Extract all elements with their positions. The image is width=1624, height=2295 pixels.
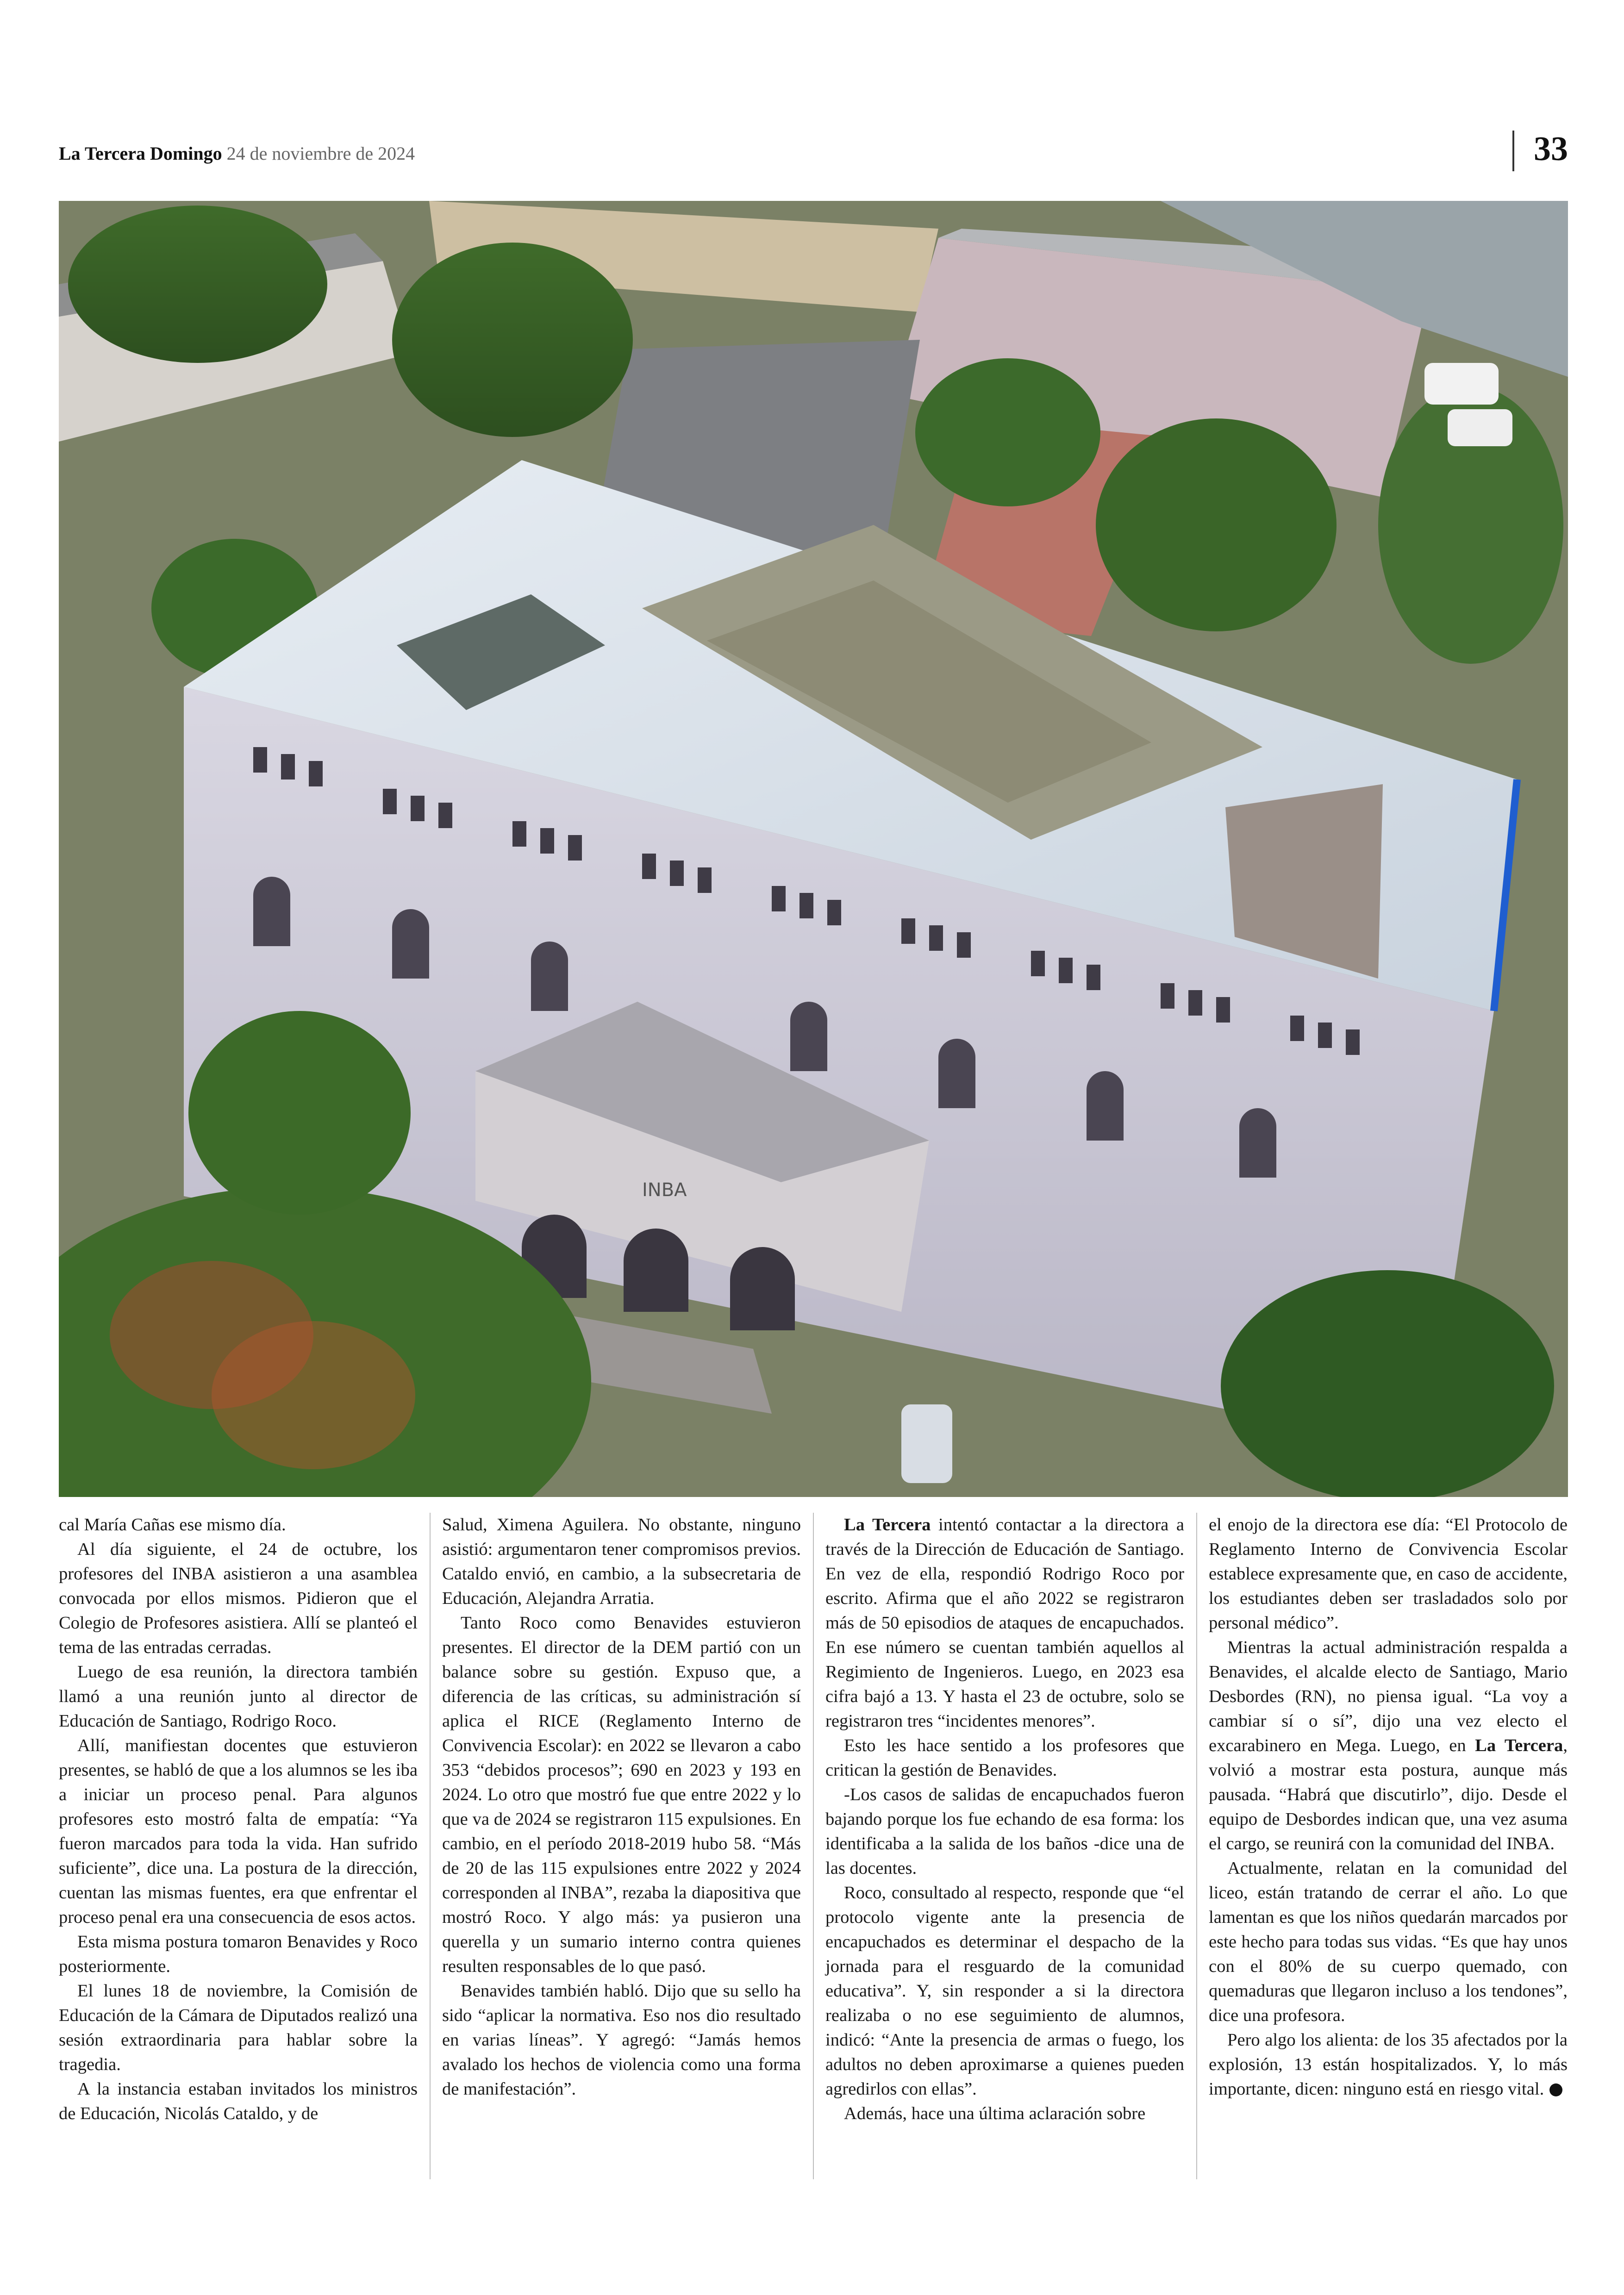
page-number: 33 [1534, 130, 1568, 168]
aerial-photo-illustration [59, 201, 1568, 1497]
paragraph: Tanto Roco como Benavides estuvieron presentes. El director de la DEM partió con un balance sobre su gestión. Expuso que, a diferencia de las críticas, su administración sí aplica el RICE (Reglamento Interno de Convivencia Escolar): en 2022 se llevaron a cabo 353 “debidos procesos”; 690 en 2023 y 193 en 2024. Lo otro que mostró fue que entre 2022 y lo que va de 2024 se registraron 115 expulsiones. En cambio, en el período 2018-2019 hubo 58. “Más de 20 de las 115 expulsiones entre 2022 y 2024 corresponden al INBA”, rezaba la diapositiva que mostró Roco. Y algo más: ya pusieron una querella y un sumario interno contra quienes resulten responsables de lo que pasó. [442, 1613, 801, 1976]
column-4 [1209, 1513, 1568, 2102]
paragraph: A la instancia estaban invitados los ministros de Educación, Nicolás Cataldo, y de [59, 2079, 418, 2123]
paragraph-text: intentó contactar a la directora a través de la Dirección de Educación de Santiago. En vez de ella, respondió Rodrigo Roco por escrito. Afirma que el año 2022 se registraron más de 50 episodios de ataques de encapuchados. En ese número se cuentan también aquellos al Regimiento de Ingenieros. Luego, en 2023 esa cifra bajó a 13. Y hasta el 23 de octubre, solo se registraron tres “incidentes menores”. [825, 1515, 1184, 1731]
paragraph: -Los casos de salidas de encapuchados fueron bajando porque los fue echando de esa forma: los identificaba a la salida de los baños -dice una de las docentes. [825, 1785, 1184, 1878]
publication-date: 24 de noviembre de 2024 [226, 143, 415, 164]
paragraph: Al día siguiente, el 24 de octubre, los profesores del INBA asistieron a una asamblea convocada por ellos mismos. Pidieron que el Colegio de Profesores asistiera. Allí se planteó el tema de las entradas cerradas. [59, 1540, 418, 1657]
column-rule [1196, 1513, 1197, 2179]
paragraph: Salud, Ximena Aguilera. No obstante, ninguno asistió: argumentaron tener compromisos previos. Cataldo envió, en cambio, a la subsecretaria de Educación, Alejandra Arratia. [442, 1515, 801, 1608]
column-2 [442, 1513, 801, 2102]
article-body [59, 1513, 1568, 2179]
publication-name: La Tercera Domingo [59, 143, 222, 164]
column-3 [825, 1513, 1184, 2126]
paragraph: Actualmente, relatan en la comunidad del liceo, están tratando de cerrar el año. Lo que lamentan es que los niños quedarán marcados por este hecho para todas sus vidas. “Es que hay unos con el 80% de su cuerpo quemado, con quemaduras que llegaron incluso a los tendones”, dice una profesora. [1209, 1858, 1568, 2025]
paragraph [1209, 1635, 1568, 1856]
paragraph: Esta misma postura tomaron Benavides y Roco posteriormente. [59, 1932, 418, 1976]
paragraph [825, 1513, 1184, 1734]
paragraph-text: Pero algo los alienta: de los 35 afectados por la explosión, 13 están hospitalizados. Y, lo más importante, dicen: ninguno está en riesgo vital. [1209, 2030, 1568, 2099]
header-dateline [59, 143, 415, 164]
article-end-icon [1549, 2083, 1562, 2096]
paragraph-text: Mientras la actual administración respalda a Benavides, el alcalde electo de Santiago, Mario Desbordes (RN), no piensa igual. “La voy a cambiar sí o sí”, dijo una vez electo el excarabinero en Mega. Luego, en [1209, 1638, 1568, 1755]
paragraph: Luego de esa reunión, la directora también llamó a una reunión junto al director de Educación de Santiago, Rodrigo Roco. [59, 1662, 418, 1731]
paragraph [1209, 2028, 1568, 2102]
paragraph: El lunes 18 de noviembre, la Comisión de Educación de la Cámara de Diputados realizó una sesión extraordinaria para hablar sobre la tragedia. [59, 1981, 418, 2074]
publication-mention: La Tercera [1475, 1736, 1563, 1755]
building-sign: INBA [642, 1179, 687, 1201]
header-divider [1512, 131, 1514, 171]
paragraph: Esto les hace sentido a los profesores que critican la gestión de Benavides. [825, 1736, 1184, 1780]
paragraph: cal María Cañas ese mismo día. [59, 1515, 286, 1534]
page-header [59, 130, 1568, 176]
paragraph: Allí, manifiestan docentes que estuvieron presentes, se habló de que a los alumnos se les iba a iniciar un proceso penal. Para algunos profesores esto mostró falta de empatía: “Ya fueron marcados para toda la vida. Han sufrido suficiente”, dice una. La postura de la dirección, cuentan las mismas fuentes, era que enfrentar el proceso penal era una consecuencia de esos actos. [59, 1736, 418, 1927]
paragraph: Benavides también habló. Dijo que su sello ha sido “aplicar la normativa. Eso nos dio resultado en varias líneas”. Y agregó: “Jamás hemos avalado los hechos de violencia como una forma de manifestación”. [442, 1981, 801, 2099]
column-rule [430, 1513, 431, 2179]
column-rule [813, 1513, 814, 2179]
aerial-photo-inba-building [59, 201, 1568, 1497]
paragraph-text: , volvió a mostrar esta postura, aunque más pausada. “Habrá que discutirlo”, dijo. Desde el equipo de Desbordes indican que, una vez asuma el cargo, se reunirá con la comunidad del INBA. [1209, 1736, 1568, 1853]
column-1 [59, 1513, 418, 2126]
paragraph: Además, hace una última aclaración sobre [844, 2104, 1146, 2123]
publication-mention: La Tercera [844, 1515, 931, 1534]
paragraph: Roco, consultado al respecto, responde que “el protocolo vigente ante la presencia de encapuchados es determinar el despacho de la jornada para el resguardo de la comunidad educativa”. Y, sin responder a si la directora realizaba o no ese seguimiento de alumnos, indicó: “Ante la presencia de armas o fuego, los adultos no deben aproximarse a quienes pueden agredirlos con ellas”. [825, 1883, 1184, 2099]
paragraph: el enojo de la directora ese día: “El Protocolo de Reglamento Interno de Convivencia Escolar establece expresamente que, en caso de accidente, los estudiantes deben ser trasladados solo por personal médico”. [1209, 1515, 1568, 1633]
